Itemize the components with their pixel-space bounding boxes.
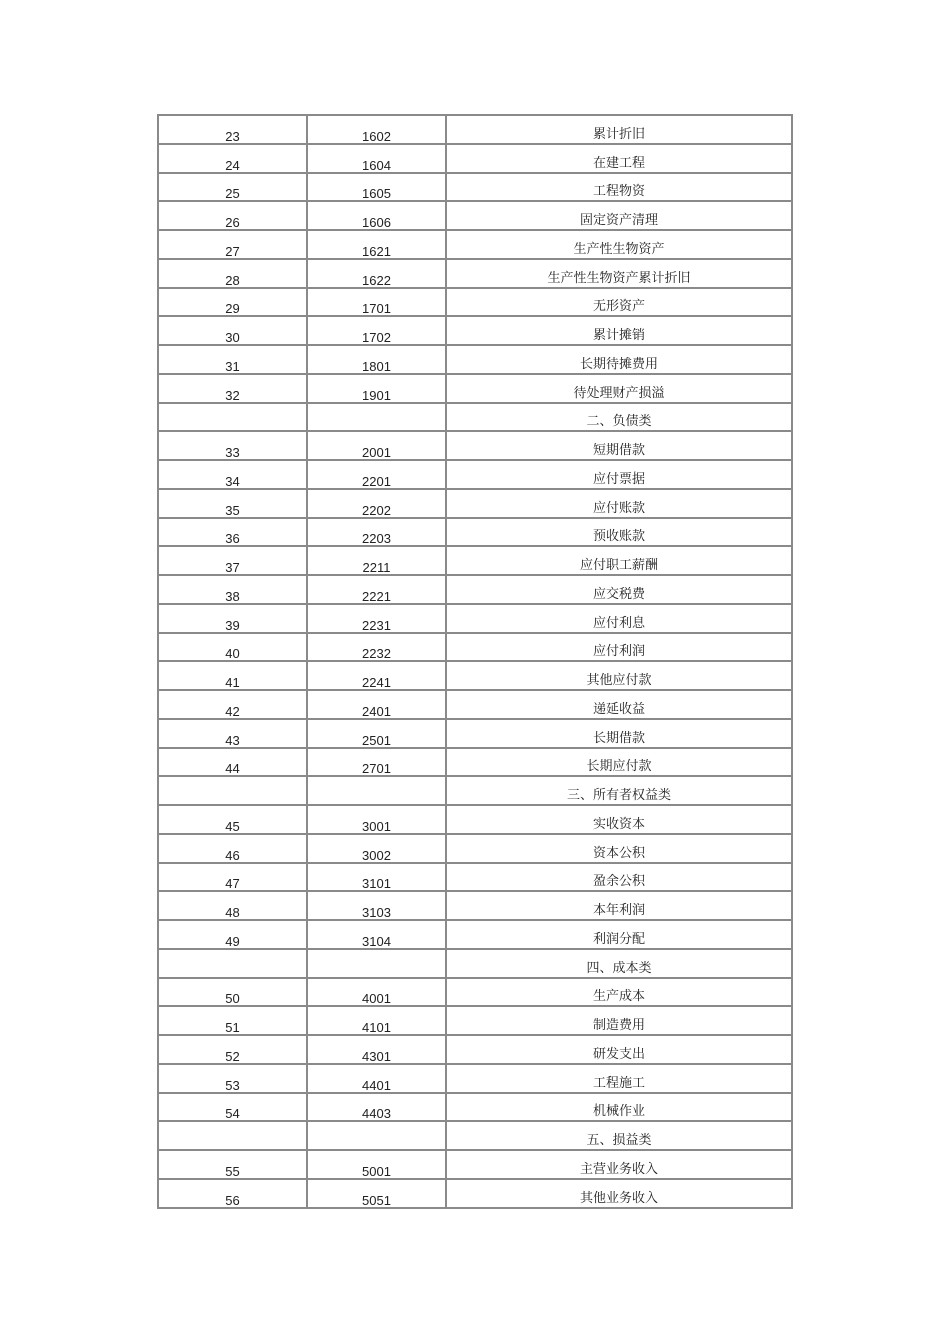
account-name-cell: 应付利润: [447, 634, 793, 663]
account-code-cell: 2231: [308, 605, 447, 634]
account-code-cell: 2203: [308, 519, 447, 548]
account-name-cell: 工程施工: [447, 1065, 793, 1094]
sequence-number-cell: 44: [159, 749, 308, 778]
account-code-table: [157, 114, 793, 1209]
account-name-cell: 应付利息: [447, 605, 793, 634]
category-header-row: [159, 777, 793, 806]
account-code-cell: 2001: [308, 432, 447, 461]
sequence-number-cell: 37: [159, 547, 308, 576]
account-name-cell: 待处理财产损溢: [447, 375, 793, 404]
account-name-cell: 短期借款: [447, 432, 793, 461]
account-name-cell: 其他业务收入: [447, 1180, 793, 1209]
account-code-cell: 1605: [308, 174, 447, 203]
table-row: [159, 174, 793, 203]
table-row: [159, 1180, 793, 1209]
account-name-cell: 在建工程: [447, 145, 793, 174]
account-name-cell: 研发支出: [447, 1036, 793, 1065]
category-header-row: [159, 404, 793, 433]
sequence-number-cell: 54: [159, 1094, 308, 1123]
account-name-cell: 累计摊销: [447, 317, 793, 346]
account-code-cell: 1606: [308, 202, 447, 231]
account-name-cell: 工程物资: [447, 174, 793, 203]
account-name-cell: 资本公积: [447, 835, 793, 864]
sequence-number-cell: 51: [159, 1007, 308, 1036]
account-name-cell: 长期应付款: [447, 749, 793, 778]
sequence-number-cell: 26: [159, 202, 308, 231]
table-row: [159, 231, 793, 260]
sequence-number-cell: 55: [159, 1151, 308, 1180]
account-code-cell: 1702: [308, 317, 447, 346]
account-name-cell: 长期借款: [447, 720, 793, 749]
account-name-cell: 机械作业: [447, 1094, 793, 1123]
account-code-cell: 5051: [308, 1180, 447, 1209]
table-row: [159, 519, 793, 548]
account-code-cell: 3002: [308, 835, 447, 864]
account-code-cell: 1621: [308, 231, 447, 260]
sequence-number-cell: [159, 950, 308, 979]
account-code-cell: 2501: [308, 720, 447, 749]
account-code-cell: 2232: [308, 634, 447, 663]
account-name-cell: 二、负债类: [447, 404, 793, 433]
account-name-cell: 累计折旧: [447, 116, 793, 145]
account-code-cell: 1622: [308, 260, 447, 289]
account-code-cell: 1801: [308, 346, 447, 375]
account-code-cell: 1701: [308, 289, 447, 318]
table-row: [159, 662, 793, 691]
table-row: [159, 605, 793, 634]
account-name-cell: 生产性生物资产累计折旧: [447, 260, 793, 289]
account-code-cell: 1602: [308, 116, 447, 145]
category-header-row: [159, 1122, 793, 1151]
account-name-cell: 盈余公积: [447, 864, 793, 893]
sequence-number-cell: [159, 777, 308, 806]
sequence-number-cell: 32: [159, 375, 308, 404]
account-code-cell: [308, 1122, 447, 1151]
account-name-cell: 递延收益: [447, 691, 793, 720]
sequence-number-cell: 27: [159, 231, 308, 260]
account-name-cell: 应付票据: [447, 461, 793, 490]
sequence-number-cell: 39: [159, 605, 308, 634]
account-code-cell: 3101: [308, 864, 447, 893]
account-code-cell: [308, 777, 447, 806]
sequence-number-cell: 56: [159, 1180, 308, 1209]
sequence-number-cell: 49: [159, 921, 308, 950]
account-name-cell: 应交税费: [447, 576, 793, 605]
account-code-cell: [308, 950, 447, 979]
sequence-number-cell: [159, 1122, 308, 1151]
account-code-cell: 5001: [308, 1151, 447, 1180]
account-name-cell: 生产成本: [447, 979, 793, 1008]
table-row: [159, 835, 793, 864]
table-row: [159, 547, 793, 576]
table-row: [159, 317, 793, 346]
account-code-cell: 2221: [308, 576, 447, 605]
account-code-cell: 2241: [308, 662, 447, 691]
sequence-number-cell: 48: [159, 892, 308, 921]
table-row: [159, 346, 793, 375]
account-code-cell: 2401: [308, 691, 447, 720]
account-name-cell: 实收资本: [447, 806, 793, 835]
account-name-cell: 制造费用: [447, 1007, 793, 1036]
sequence-number-cell: 36: [159, 519, 308, 548]
account-code-cell: 4001: [308, 979, 447, 1008]
sequence-number-cell: 47: [159, 864, 308, 893]
account-name-cell: 五、损益类: [447, 1122, 793, 1151]
account-code-cell: 4401: [308, 1065, 447, 1094]
account-code-cell: 2202: [308, 490, 447, 519]
table-row: [159, 145, 793, 174]
sequence-number-cell: 46: [159, 835, 308, 864]
category-header-row: [159, 950, 793, 979]
account-code-cell: 2701: [308, 749, 447, 778]
sequence-number-cell: 50: [159, 979, 308, 1008]
account-code-cell: 3103: [308, 892, 447, 921]
sequence-number-cell: 38: [159, 576, 308, 605]
sequence-number-cell: 28: [159, 260, 308, 289]
sequence-number-cell: 30: [159, 317, 308, 346]
sequence-number-cell: 42: [159, 691, 308, 720]
table-row: [159, 375, 793, 404]
table-row: [159, 892, 793, 921]
table-row: [159, 260, 793, 289]
table-body: [159, 116, 793, 1209]
sequence-number-cell: 31: [159, 346, 308, 375]
account-name-cell: 三、所有者权益类: [447, 777, 793, 806]
account-code-cell: 4301: [308, 1036, 447, 1065]
account-code-cell: 2211: [308, 547, 447, 576]
account-code-cell: 4101: [308, 1007, 447, 1036]
account-code-cell: [308, 404, 447, 433]
sequence-number-cell: 33: [159, 432, 308, 461]
sequence-number-cell: [159, 404, 308, 433]
table-row: [159, 576, 793, 605]
table-row: [159, 432, 793, 461]
table-row: [159, 634, 793, 663]
table-row: [159, 806, 793, 835]
account-name-cell: 长期待摊费用: [447, 346, 793, 375]
account-name-cell: 四、成本类: [447, 950, 793, 979]
account-code-cell: 2201: [308, 461, 447, 490]
account-name-cell: 生产性生物资产: [447, 231, 793, 260]
table-row: [159, 749, 793, 778]
sequence-number-cell: 24: [159, 145, 308, 174]
table-row: [159, 720, 793, 749]
table-row: [159, 1007, 793, 1036]
account-code-cell: 4403: [308, 1094, 447, 1123]
table-row: [159, 864, 793, 893]
account-name-cell: 应付账款: [447, 490, 793, 519]
sequence-number-cell: 29: [159, 289, 308, 318]
sequence-number-cell: 45: [159, 806, 308, 835]
account-name-cell: 无形资产: [447, 289, 793, 318]
sequence-number-cell: 41: [159, 662, 308, 691]
sequence-number-cell: 43: [159, 720, 308, 749]
table-row: [159, 461, 793, 490]
table-row: [159, 691, 793, 720]
account-code-cell: 1901: [308, 375, 447, 404]
sequence-number-cell: 25: [159, 174, 308, 203]
account-name-cell: 本年利润: [447, 892, 793, 921]
table-row: [159, 921, 793, 950]
account-name-cell: 其他应付款: [447, 662, 793, 691]
account-name-cell: 固定资产清理: [447, 202, 793, 231]
table-row: [159, 979, 793, 1008]
account-code-cell: 3104: [308, 921, 447, 950]
table-row: [159, 1036, 793, 1065]
table-row: [159, 116, 793, 145]
account-code-cell: 1604: [308, 145, 447, 174]
table-row: [159, 1094, 793, 1123]
table-row: [159, 490, 793, 519]
sequence-number-cell: 34: [159, 461, 308, 490]
account-name-cell: 应付职工薪酬: [447, 547, 793, 576]
account-name-cell: 利润分配: [447, 921, 793, 950]
table-row: [159, 289, 793, 318]
sequence-number-cell: 23: [159, 116, 308, 145]
account-name-cell: 预收账款: [447, 519, 793, 548]
sequence-number-cell: 53: [159, 1065, 308, 1094]
table-row: [159, 202, 793, 231]
sequence-number-cell: 52: [159, 1036, 308, 1065]
table-row: [159, 1065, 793, 1094]
account-name-cell: 主营业务收入: [447, 1151, 793, 1180]
sequence-number-cell: 35: [159, 490, 308, 519]
table-row: [159, 1151, 793, 1180]
account-code-cell: 3001: [308, 806, 447, 835]
sequence-number-cell: 40: [159, 634, 308, 663]
